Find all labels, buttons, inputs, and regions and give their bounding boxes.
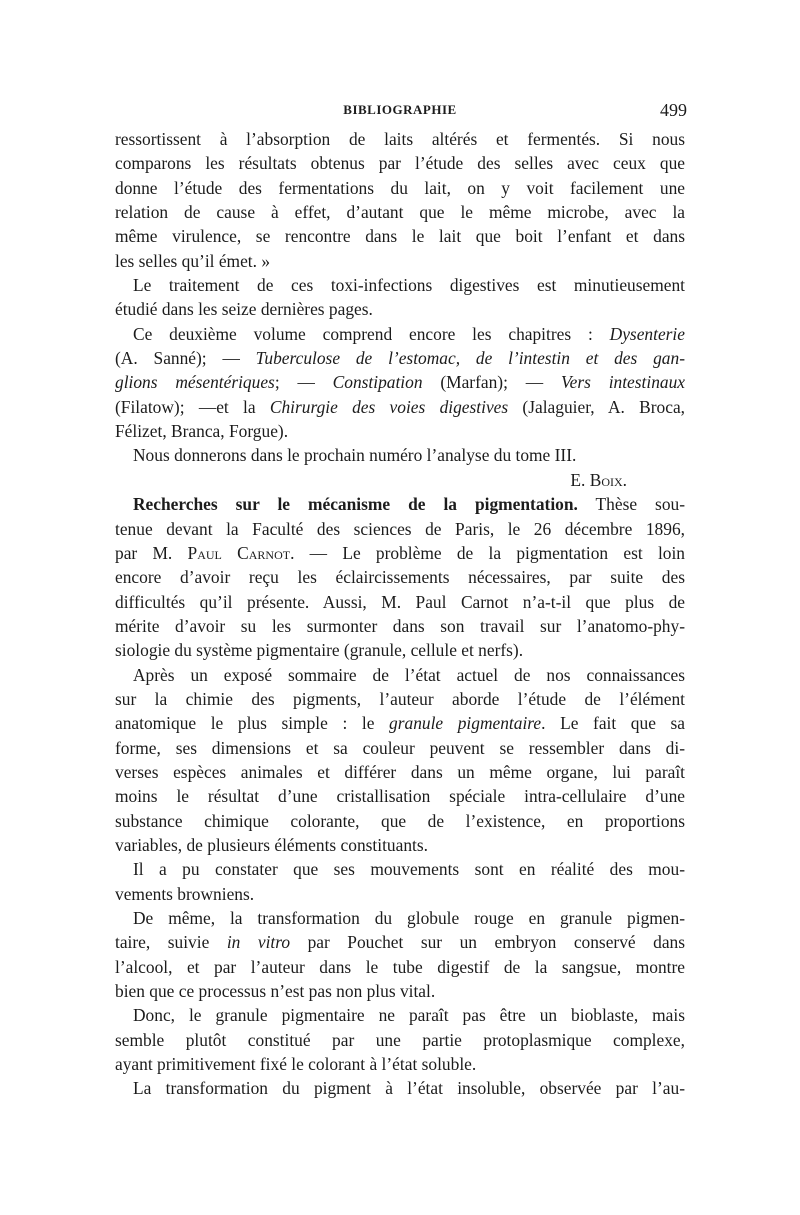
text-line: donne l’étude des fermentations du lait, on y voit facilement une [115, 177, 685, 198]
text-line: Nous donnerons dans le prochain numéro l’analyse du tome III. [133, 445, 577, 466]
text-line: Félizet, Branca, Forgue). [115, 421, 289, 442]
text-line: difficultés qu’il présente. Aussi, M. Paul Carnot n’a-t-il que plus de [115, 591, 685, 612]
running-title: BIBLIOGRAPHIE [343, 102, 457, 117]
text-line: De même, la transformation du globule rouge en granule pigmen- [133, 908, 685, 928]
text-line: par M. Paul Carnot. — Le problème de la pigmentation est loin [115, 542, 686, 563]
author-name: Paul Carnot [187, 542, 291, 563]
text-line: Il a pu constater que ses mouvements sont en réalité des mou- [133, 859, 685, 880]
body-text [115, 127, 685, 1101]
text-line: anatomique le plus simple : le granule pigmentaire. Le fait que sa [115, 713, 686, 734]
text-line: Donc, le granule pigmentaire ne paraît pas être un bioblaste, mais [133, 1005, 685, 1026]
text-line: mérite d’avoir su les surmonter dans son travail sur l’anatomo-phy- [115, 615, 685, 636]
text-line: glions mésentériques; — Constipation (Marfan); — Vers intestinaux [115, 372, 686, 393]
running-head [115, 100, 685, 124]
text-line: encore d’avoir reçu les éclaircissements nécessaires, par suite des [115, 567, 685, 588]
article-title: Recherches sur le mécanisme de la pigmentation. [133, 494, 578, 515]
page-number: 499 [660, 100, 687, 120]
text-line: moins le résultat d’une cristallisation spéciale intra-cellulaire d’une [115, 786, 685, 807]
text-line: bien que ce processus n’est pas non plus vital. [115, 981, 436, 1002]
text-line: ressortissent à l’absorption de laits altérés et fermentés. Si nous [115, 129, 685, 149]
text-line: (A. Sanné); — Tuberculose de l’estomac, de l’intestin et des gan- [115, 348, 685, 369]
text-line: variables, de plusieurs éléments constituants. [115, 834, 428, 855]
text-line: sur la chimie des pigments, l’auteur aborde l’étude de l’élément [115, 688, 685, 709]
text-line: les selles qu’il émet. » [115, 250, 271, 271]
signature: E. Boix. [570, 469, 627, 490]
text-line: taire, suivie in vitro par Pouchet sur un embryon conservé dans [115, 932, 686, 953]
text-line: Le traitement de ces toxi-infections digestives est minutieusement [133, 275, 685, 296]
text-line: Après un exposé sommaire de l’état actuel de nos connaissances [133, 664, 685, 685]
text-line: semble plutôt constitué par une partie protoplasmique complexe, [115, 1029, 685, 1050]
article-heading-line: Recherches sur le mécanisme de la pigmentation. Thèse sou- [133, 494, 685, 515]
text-line: étudié dans les seize dernières pages. [115, 299, 373, 320]
text-line: La transformation du pigment à l’état insoluble, observée par l’au- [133, 1078, 685, 1099]
text-line: tenue devant la Faculté des sciences de Paris, le 26 décembre 1896, [115, 518, 685, 539]
text-line: substance chimique colorante, que de l’existence, en proportions [115, 810, 685, 831]
text-line: ayant primitivement fixé le colorant à l’état soluble. [115, 1054, 477, 1075]
text-line: vements browniens. [115, 883, 255, 904]
text-line: Ce deuxième volume comprend encore les chapitres : Dysenterie [133, 323, 685, 344]
text-line: l’alcool, et par l’auteur dans le tube digestif de la sangsue, montre [115, 956, 685, 977]
text-line: (Filatow); —et la Chirurgie des voies digestives (Jalaguier, A. Broca, [115, 396, 686, 417]
text-line: même virulence, se rencontre dans le lait que boit l’enfant et dans [115, 226, 685, 247]
text-line: comparons les résultats obtenus par l’étude des selles avec ceux que [115, 153, 685, 174]
text-line: siologie du système pigmentaire (granule, cellule et nerfs). [115, 640, 524, 661]
text-line: forme, ses dimensions et sa couleur peuvent se ressembler dans di- [115, 737, 685, 758]
text-line: relation de cause à effet, d’autant que le même microbe, avec la [115, 202, 685, 223]
text-line: verses espèces animales et différer dans un même organe, lui paraît [115, 761, 685, 782]
